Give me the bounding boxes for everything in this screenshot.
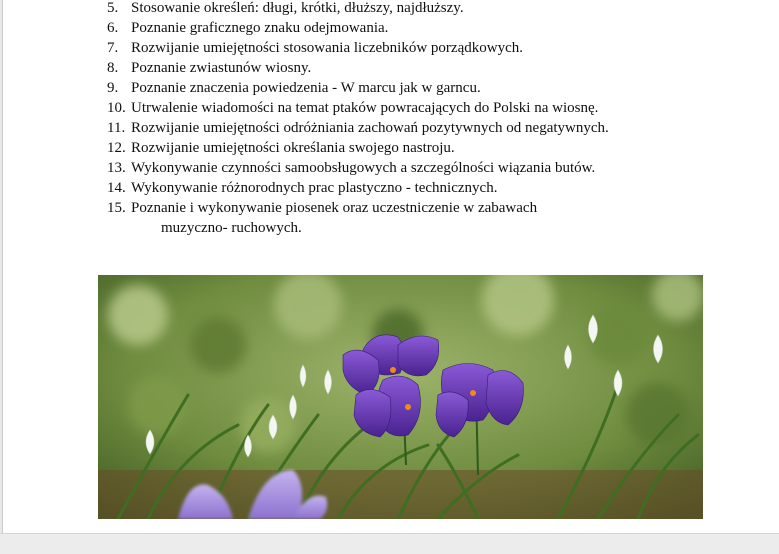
list-item: 9. Poznanie znaczenia powiedzenia - W marcu jak w garncu. <box>107 80 481 96</box>
list-item: 13. Wykonywanie czynności samoobsługowych a szczególności wiązania butów. <box>107 160 596 176</box>
list-item: 14. Wykonywanie różnorodnych prac plastyczno - technicznych. <box>107 180 498 196</box>
goals-list <box>107 0 609 238</box>
list-item: 6. Poznanie graficznego znaku odejmowania. <box>107 20 389 36</box>
list-item-continuation: muzyczno- ruchowych. <box>161 220 302 236</box>
crocus-photo <box>98 275 703 519</box>
list-item: 7. Rozwijanie umiejętności stosowania liczebników porządkowych. <box>107 40 523 56</box>
list-item: 11. Rozwijanie umiejętności odróżniania zachowań pozytywnych od negatywnych. <box>107 120 609 136</box>
list-item: 12. Rozwijanie umiejętności określania swojego nastroju. <box>107 140 455 156</box>
list-item: 5. Stosowanie określeń: długi, krótki, dłuższy, najdłuższy. <box>107 0 464 16</box>
bottom-bar <box>0 533 779 554</box>
list-item: 10. Utrwalenie wiadomości na temat ptaków powracających do Polski na wiosnę. <box>107 100 599 116</box>
list-item: 8. Poznanie zwiastunów wiosny. <box>107 60 312 76</box>
document-page <box>2 0 779 533</box>
list-item: 15. Poznanie i wykonywanie piosenek oraz uczestniczenie w zabawach muzyczno- ruchowych. <box>107 198 609 238</box>
